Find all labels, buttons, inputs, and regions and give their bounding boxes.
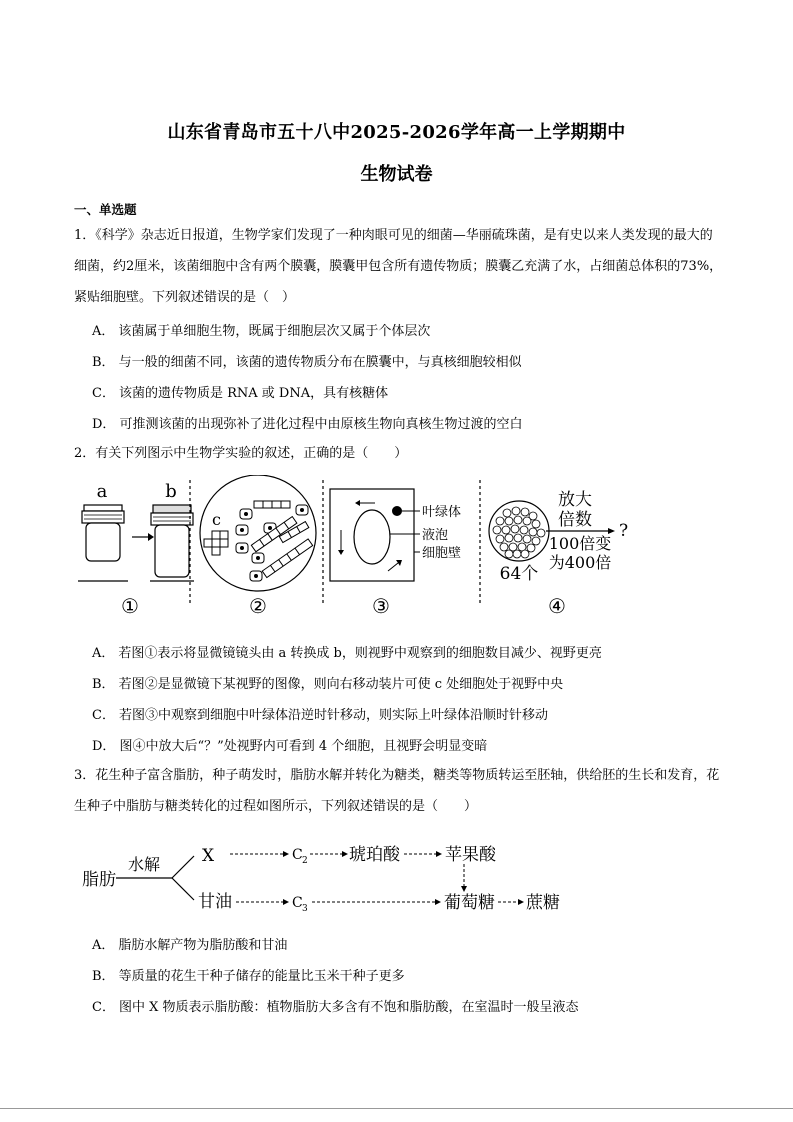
figure-2-field [200, 475, 316, 618]
zoom-question-mark: ? [619, 521, 629, 541]
label-c: c [212, 510, 221, 529]
node-glycerol: 甘油 [198, 892, 232, 912]
node-x: X [202, 846, 215, 866]
node-c3: C [292, 895, 303, 911]
legend-chloroplast: 叶绿体 [422, 505, 462, 520]
figure-1-lenses [78, 481, 194, 618]
figure-num-4: ④ [548, 594, 566, 618]
q2-option-d: D． 图④中放大后“？”处视野内可看到 4 个细胞，且视野会明显变暗 [92, 739, 488, 754]
question-1-stem: 1．《科学》杂志近日报道，生物学家们发现了一种肉眼可见的细菌—华丽硫珠菌，是有史以来人类发现的最大的细菌，约2厘米，该菌细胞中含有两个膜囊，膜囊甲包含所有遗传物质；膜囊乙充满了水，占细菌总体积的73%，紧贴细胞壁。下列叙述错误的是（ ） [74, 228, 723, 305]
q3-option-b: B． 等质量的花生干种子储存的能量比玉米干种子更多 [92, 969, 405, 984]
q2-figure [70, 475, 670, 625]
page-title: 山东省青岛市五十八中2025-2026学年高一上学期期中 [167, 122, 626, 143]
q1-option-c: C． 该菌的遗传物质是 RNA 或 DNA，具有核糖体 [92, 386, 389, 401]
label-hydrolysis: 水解 [128, 855, 161, 874]
page-subtitle: 生物试卷 [360, 164, 433, 185]
question-2-stem: 2．有关下列图示中生物学实验的叙述，正确的是（ ） [74, 446, 408, 461]
figure-3-plant-cell [330, 489, 461, 618]
figure-4-magnification [489, 490, 628, 618]
q3-option-a: A． 脂肪水解产物为脂肪酸和甘油 [92, 938, 288, 953]
q3-diagram [80, 838, 580, 918]
q3-option-c: C． 图中 X 物质表示脂肪酸：植物脂肪大多含有不饱和脂肪酸，在室温时一般呈液态 [92, 1000, 579, 1015]
q1-option-a: A． 该菌属于单细胞生物，既属于细胞层次又属于个体层次 [92, 324, 431, 339]
q1-option-d: D． 可推测该菌的出现弥补了进化过程中由原核生物向真核生物过渡的空白 [92, 417, 523, 432]
figure-num-2: ② [249, 594, 267, 618]
cells-count: 64个 [499, 564, 539, 584]
legend-vacuole: 液泡 [422, 528, 449, 543]
q2-option-c: C． 若图③中观察到细胞中叶绿体沿逆时针移动，则实际上叶绿体沿顺时针移动 [92, 708, 548, 723]
legend-cell-wall: 细胞壁 [422, 546, 462, 561]
label-b: b [165, 481, 177, 502]
q1-option-b: B． 与一般的细菌不同，该菌的遗传物质分布在膜囊中，与真核细胞较相似 [92, 355, 522, 370]
node-sucrose: 蔗糖 [526, 893, 560, 913]
figure-num-3: ③ [372, 594, 390, 618]
zoom-label-1: 放大 [558, 490, 592, 510]
node-succinate: 琥珀酸 [349, 845, 400, 865]
q2-option-a: A． 若图①表示将显微镜镜头由 a 转换成 b，则视野中观察到的细胞数目减少、视野更亮 [92, 646, 602, 661]
node-c3-sub: 3 [302, 904, 308, 914]
page-bottom-border [0, 1108, 793, 1109]
question-3-stem: 3．花生种子富含脂肪，种子萌发时，脂肪水解并转化为糖类，糖类等物质转运至胚轴，供给胚的生长和发育，花生种子中脂肪与糖类转化的过程如图所示，下列叙述错误的是（ ） [74, 768, 720, 814]
node-c2-sub: 2 [302, 856, 308, 866]
node-c2: C [292, 847, 303, 863]
label-a: a [96, 481, 108, 502]
node-malate: 苹果酸 [445, 845, 496, 865]
q2-option-b: B． 若图②是显微镜下某视野的图像，则向右移动装片可使 c 处细胞处于视野中央 [92, 677, 564, 692]
node-fat: 脂肪 [82, 870, 116, 890]
section-heading: 一、单选题 [74, 202, 137, 217]
zoom-label-2: 倍数 [558, 510, 592, 530]
zoom-label-4: 为400倍 [548, 553, 612, 572]
zoom-label-3: 100倍变 [548, 534, 612, 553]
figure-num-1: ① [121, 594, 139, 618]
node-glucose: 葡萄糖 [444, 893, 495, 913]
